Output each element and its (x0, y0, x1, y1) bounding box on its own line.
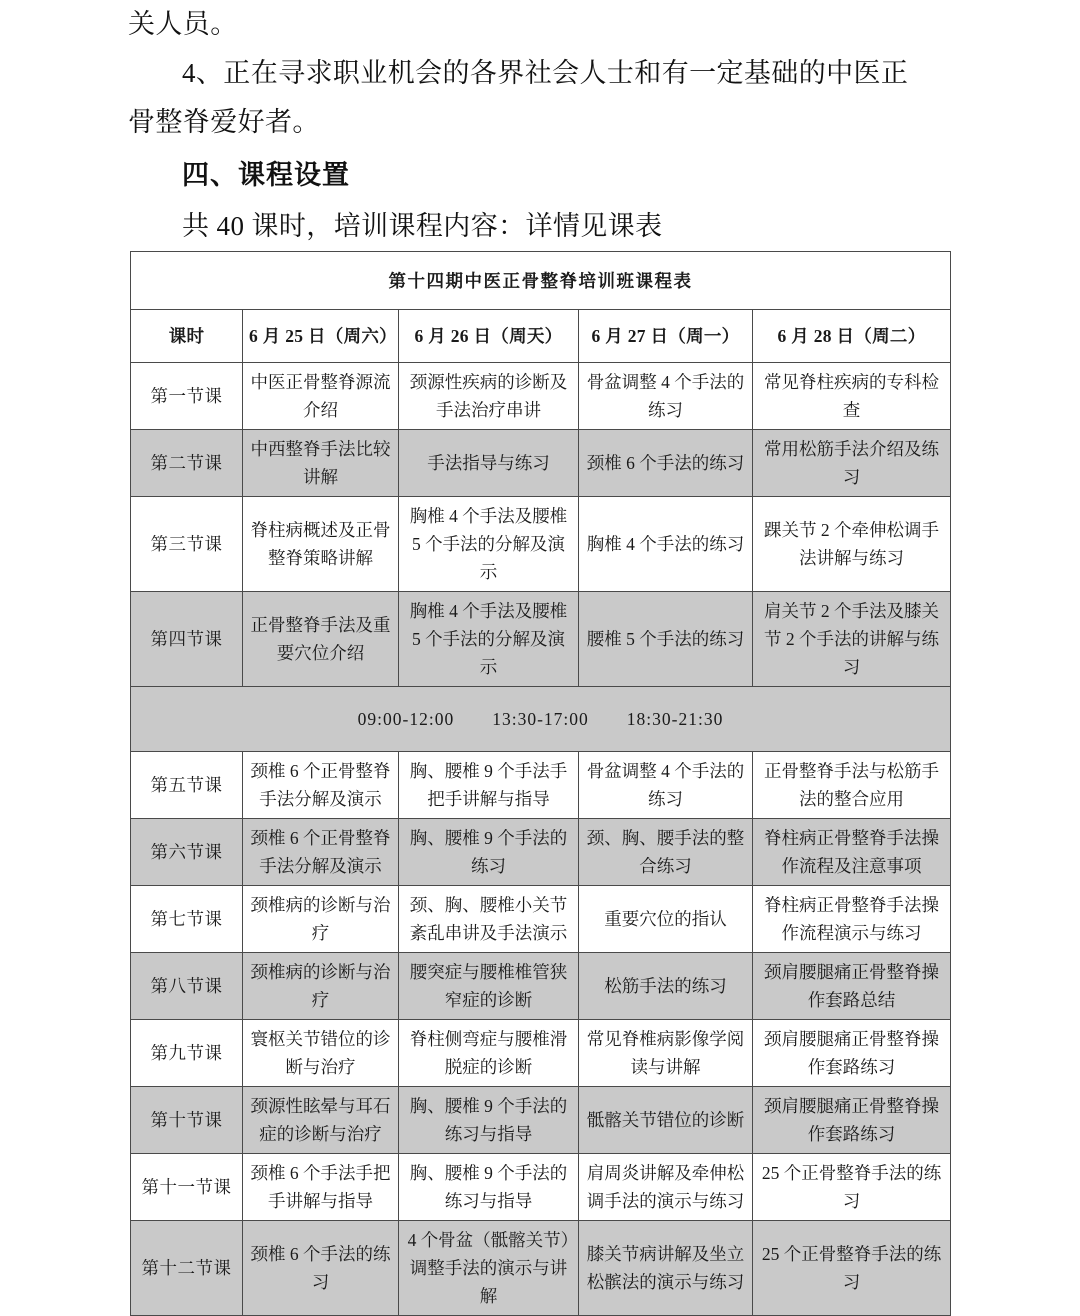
table-row (131, 953, 951, 1020)
schedule-cell: 颈源性疾病的诊断及手法治疗串讲 (399, 363, 579, 430)
schedule-cell: 中医正骨整脊源流介绍 (243, 363, 399, 430)
table-row (131, 819, 951, 886)
schedule-cell: 腰椎 5 个手法的练习 (579, 592, 753, 687)
schedule-cell: 胸、腰椎 9 个手法的练习与指导 (399, 1154, 579, 1221)
session-label: 第八节课 (131, 953, 243, 1020)
header-session: 课时 (131, 310, 243, 363)
table-row (131, 1154, 951, 1221)
schedule-cell: 胸椎 4 个手法的练习 (579, 497, 753, 592)
table-header-row (131, 310, 951, 363)
time-slot-3: 18:30-21:30 (626, 709, 724, 729)
schedule-cell: 脊柱病正骨整脊手法操作流程演示与练习 (753, 886, 951, 953)
table-row (131, 1221, 951, 1316)
schedule-cell: 25 个正骨整脊手法的练习 (753, 1221, 951, 1316)
schedule-cell: 颈椎 6 个正骨整脊手法分解及演示 (243, 819, 399, 886)
prose-line-2: 4、正在寻求职业机会的各界社会人士和有一定基础的中医正 (182, 58, 909, 88)
header-day-4: 6 月 28 日（周二） (753, 310, 951, 363)
course-schedule-table (130, 251, 951, 1316)
schedule-cell: 25 个正骨整脊手法的练习 (753, 1154, 951, 1221)
schedule-cell: 颈椎病的诊断与治疗 (243, 886, 399, 953)
prose-line-1: 关人员。 (128, 9, 238, 39)
header-day-1: 6 月 25 日（周六） (243, 310, 399, 363)
schedule-cell: 重要穴位的指认 (579, 886, 753, 953)
header-day-3: 6 月 27 日（周一） (579, 310, 753, 363)
header-day-2: 6 月 26 日（周天） (399, 310, 579, 363)
prose-total-hours: 共 40 课时，培训课程内容：详情见课表 (182, 211, 663, 241)
session-label: 第二节课 (131, 430, 243, 497)
schedule-cell: 正骨整脊手法及重要穴位介绍 (243, 592, 399, 687)
document-prose (128, 0, 952, 251)
schedule-cell: 胸、腰椎 9 个手法的练习 (399, 819, 579, 886)
schedule-cell: 颈椎病的诊断与治疗 (243, 953, 399, 1020)
table-row (131, 592, 951, 687)
schedule-cell: 常见脊柱疾病的专科检查 (753, 363, 951, 430)
schedule-cell: 骨盆调整 4 个手法的练习 (579, 752, 753, 819)
session-label: 第十一节课 (131, 1154, 243, 1221)
table-row (131, 886, 951, 953)
course-schedule-container (130, 251, 950, 1316)
schedule-cell: 颈椎 6 个手法的练习 (579, 430, 753, 497)
schedule-cell: 腰突症与腰椎椎管狭窄症的诊断 (399, 953, 579, 1020)
schedule-cell: 颈、胸、腰椎小关节紊乱串讲及手法演示 (399, 886, 579, 953)
schedule-cell: 胸椎 4 个手法及腰椎 5 个手法的分解及演示 (399, 592, 579, 687)
prose-line-3: 骨整脊爱好者。 (128, 107, 320, 137)
schedule-cell: 颈肩腰腿痛正骨整脊操作套路练习 (753, 1087, 951, 1154)
schedule-cell: 颈椎 6 个手法手把手讲解与指导 (243, 1154, 399, 1221)
table-row (131, 1020, 951, 1087)
table-row (131, 752, 951, 819)
schedule-cell: 脊柱病正骨整脊手法操作流程及注意事项 (753, 819, 951, 886)
schedule-cell: 常用松筋手法介绍及练习 (753, 430, 951, 497)
schedule-cell: 颈椎 6 个手法的练习 (243, 1221, 399, 1316)
schedule-cell: 常见脊椎病影像学阅读与讲解 (579, 1020, 753, 1087)
schedule-cell: 肩关节 2 个手法及膝关节 2 个手法的讲解与练习 (753, 592, 951, 687)
table-row (131, 497, 951, 592)
time-slot-2: 13:30-17:00 (492, 709, 589, 729)
table-row (131, 363, 951, 430)
schedule-cell: 脊柱侧弯症与腰椎滑脱症的诊断 (399, 1020, 579, 1087)
session-label: 第五节课 (131, 752, 243, 819)
schedule-cell: 手法指导与练习 (399, 430, 579, 497)
time-band-row (131, 687, 951, 752)
schedule-cell: 胸、腰椎 9 个手法的练习与指导 (399, 1087, 579, 1154)
schedule-cell: 颈肩腰腿痛正骨整脊操作套路练习 (753, 1020, 951, 1087)
session-label: 第四节课 (131, 592, 243, 687)
schedule-cell: 肩周炎讲解及牵伸松调手法的演示与练习 (579, 1154, 753, 1221)
schedule-cell: 骶髂关节错位的诊断 (579, 1087, 753, 1154)
session-label: 第一节课 (131, 363, 243, 430)
schedule-cell: 胸椎 4 个手法及腰椎 5 个手法的分解及演示 (399, 497, 579, 592)
session-label: 第十二节课 (131, 1221, 243, 1316)
schedule-cell: 颈、胸、腰手法的整合练习 (579, 819, 753, 886)
schedule-cell: 4 个骨盆（骶髂关节）调整手法的演示与讲解 (399, 1221, 579, 1316)
schedule-cell: 骨盆调整 4 个手法的练习 (579, 363, 753, 430)
schedule-cell: 寰枢关节错位的诊断与治疗 (243, 1020, 399, 1087)
table-row (131, 430, 951, 497)
schedule-cell: 颈椎 6 个正骨整脊手法分解及演示 (243, 752, 399, 819)
schedule-cell: 膝关节病讲解及坐立松髌法的演示与练习 (579, 1221, 753, 1316)
section-heading-course-setup: 四、课程设置 (182, 160, 350, 190)
schedule-cell: 中西整脊手法比较讲解 (243, 430, 399, 497)
time-band (131, 687, 951, 752)
session-label: 第十节课 (131, 1087, 243, 1154)
schedule-cell: 松筋手法的练习 (579, 953, 753, 1020)
session-label: 第三节课 (131, 497, 243, 592)
table-row (131, 1087, 951, 1154)
table-title-row (131, 252, 951, 310)
schedule-cell: 脊柱病概述及正骨整脊策略讲解 (243, 497, 399, 592)
schedule-cell: 颈肩腰腿痛正骨整脊操作套路总结 (753, 953, 951, 1020)
schedule-cell: 踝关节 2 个牵伸松调手法讲解与练习 (753, 497, 951, 592)
time-slot-1: 09:00-12:00 (357, 709, 455, 729)
table-title: 第十四期中医正骨整脊培训班课程表 (131, 252, 951, 310)
session-label: 第九节课 (131, 1020, 243, 1087)
schedule-cell: 胸、腰椎 9 个手法手把手讲解与指导 (399, 752, 579, 819)
schedule-cell: 正骨整脊手法与松筋手法的整合应用 (753, 752, 951, 819)
session-label: 第七节课 (131, 886, 243, 953)
session-label: 第六节课 (131, 819, 243, 886)
schedule-cell: 颈源性眩晕与耳石症的诊断与治疗 (243, 1087, 399, 1154)
